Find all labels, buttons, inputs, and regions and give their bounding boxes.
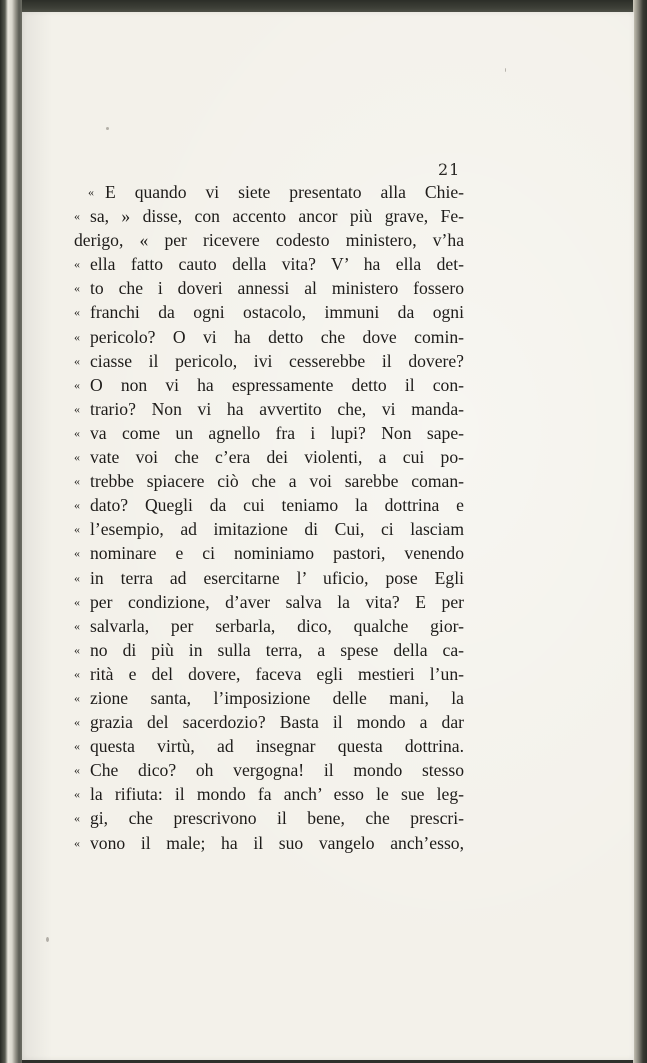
text-line xyxy=(74,517,464,541)
quote-mark: « xyxy=(74,329,80,344)
line-text: dato? Quegli da cui teniamo la dottrina e xyxy=(90,495,464,516)
book-page xyxy=(22,12,634,1060)
text-line xyxy=(74,831,464,855)
quote-mark: « xyxy=(74,763,80,778)
text-line xyxy=(74,325,464,349)
line-text: in terra ad esercitarne l’ uficio, pose Egli xyxy=(90,567,464,588)
text-line xyxy=(74,686,464,710)
line-text: grazia del sacerdozio? Basta il mondo a dar xyxy=(90,712,464,733)
line-text: Che dico? oh vergogna! il mondo stesso xyxy=(90,760,464,781)
quote-mark: « xyxy=(74,401,80,416)
text-line xyxy=(74,806,464,830)
line-text: rità e del dovere, faceva egli mestieri l’un- xyxy=(90,663,464,684)
line-text: vate voi che c’era dei violenti, a cui po- xyxy=(90,447,464,468)
text-line xyxy=(74,493,464,517)
quote-mark: « xyxy=(74,811,80,826)
text-line xyxy=(74,397,464,421)
quote-mark: « xyxy=(74,546,80,561)
text-line xyxy=(74,300,464,324)
line-text: to che i doveri annessi al ministero fossero xyxy=(90,278,464,299)
text-line xyxy=(74,734,464,758)
line-text: ella fatto cauto della vita? V’ ha ella det- xyxy=(90,254,464,275)
line-text: l’esempio, ad imitazione di Cui, ci lasciam xyxy=(90,519,464,540)
quote-mark: « xyxy=(74,353,80,368)
text-line xyxy=(74,758,464,782)
text-line xyxy=(74,782,464,806)
page-number: 21 xyxy=(438,160,461,179)
quote-mark: « xyxy=(74,642,80,657)
line-text: zione santa, l’imposizione delle mani, la xyxy=(90,687,464,708)
line-text: no di più in sulla terra, a spese della ca- xyxy=(90,639,464,660)
line-text: E quando vi siete presentato alla Chie- xyxy=(105,182,464,202)
paper-speck xyxy=(505,68,506,72)
text-line xyxy=(74,614,464,638)
book-gutter xyxy=(0,0,22,1063)
body-text xyxy=(74,180,464,855)
text-line xyxy=(74,638,464,662)
page-right-edge xyxy=(633,0,647,1063)
text-line xyxy=(74,252,464,276)
line-text: trario? Non vi ha avvertito che, vi manda- xyxy=(90,398,464,419)
quote-mark: « xyxy=(74,570,80,585)
line-text: per condizione, d’aver salva la vita? E per xyxy=(90,591,464,612)
line-text: questa virtù, ad insegnar questa dottrina. xyxy=(90,736,464,757)
line-text: va come un agnello fra i lupi? Non sape- xyxy=(90,422,464,443)
text-line xyxy=(74,710,464,734)
text-line xyxy=(74,276,464,300)
quote-mark: « xyxy=(74,787,80,802)
text-line xyxy=(74,541,464,565)
line-text: derigo, « per ricevere codesto ministero, v’ha xyxy=(74,230,464,251)
text-line xyxy=(74,180,464,204)
line-text: O non vi ha espressamente detto il con- xyxy=(90,374,464,395)
text-line xyxy=(74,421,464,445)
text-line xyxy=(74,590,464,614)
line-text: ciasse il pericolo, ivi cesserebbe il dovere? xyxy=(90,350,464,371)
quote-mark: « xyxy=(74,209,80,224)
text-line xyxy=(74,662,464,686)
line-text: vono il male; ha il suo vangelo anch’esso, xyxy=(90,832,464,853)
quote-mark: « xyxy=(74,666,80,681)
quote-mark: « xyxy=(74,474,80,489)
text-line xyxy=(74,566,464,590)
quote-mark: « xyxy=(74,305,80,320)
quote-mark: « xyxy=(74,835,80,850)
quote-mark: « xyxy=(74,377,80,392)
quote-mark: « xyxy=(74,715,80,730)
line-text: la rifiuta: il mondo fa anch’ esso le sue leg- xyxy=(90,784,464,805)
quote-mark: « xyxy=(88,185,94,199)
line-text: franchi da ogni ostacolo, immuni da ogni xyxy=(90,302,464,323)
quote-mark: « xyxy=(74,739,80,754)
quote-mark: « xyxy=(74,425,80,440)
line-text: trebbe spiacere ciò che a voi sarebbe coman- xyxy=(90,471,464,492)
quote-mark: « xyxy=(74,690,80,705)
quote-mark: « xyxy=(74,281,80,296)
quote-mark: « xyxy=(74,594,80,609)
quote-mark: « xyxy=(74,498,80,513)
text-line xyxy=(74,349,464,373)
text-line xyxy=(74,373,464,397)
text-line xyxy=(74,228,464,252)
line-text: pericolo? O vi ha detto che dove comin- xyxy=(90,326,464,347)
paper-speck xyxy=(106,127,109,130)
paper-speck xyxy=(46,937,49,942)
quote-mark: « xyxy=(74,450,80,465)
text-line xyxy=(74,445,464,469)
line-text: nominare e ci nominiamo pastori, venendo xyxy=(90,543,464,564)
quote-mark: « xyxy=(74,618,80,633)
quote-mark: « xyxy=(74,522,80,537)
line-text: sa, » disse, con accento ancor più grave, Fe- xyxy=(90,206,464,227)
line-text: salvarla, per serbarla, dico, qualche gior- xyxy=(90,615,464,636)
quote-mark: « xyxy=(74,257,80,272)
line-text: gi, che prescrivono il bene, che prescri- xyxy=(90,808,464,829)
text-line xyxy=(74,469,464,493)
text-line xyxy=(74,204,464,228)
